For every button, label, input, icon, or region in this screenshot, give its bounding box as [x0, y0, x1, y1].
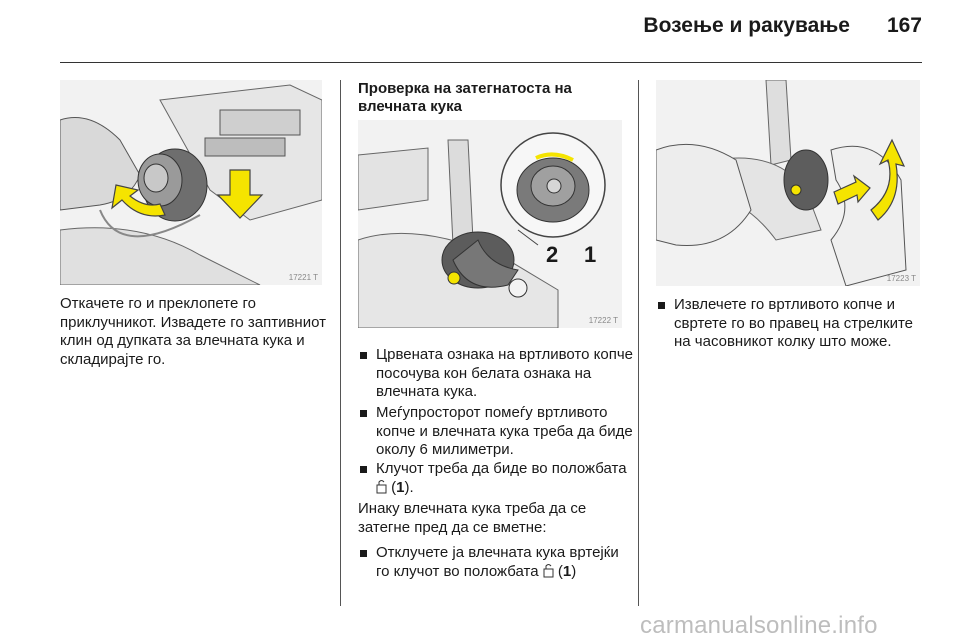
- ref-number: 1: [396, 478, 405, 496]
- bullet-marker: [360, 466, 367, 473]
- header-title: Возење и ракување: [643, 14, 850, 37]
- ref-number: 1: [562, 562, 572, 580]
- illustration-towbar-knob: [358, 120, 622, 328]
- watermark: carmanualsonline.info: [640, 612, 878, 639]
- bullet-text: Меѓупросторот помеѓу вртливото копче и влечната кука треба да биде околу 6 милиметри.: [376, 404, 633, 458]
- left-paragraph: Откачете го и преклопете го приклучникот. Извадете го заптивниот клин од дупката за влечната кука и складирајте го.: [60, 295, 326, 368]
- column-divider-left: [340, 80, 341, 606]
- header-rule: [60, 62, 922, 63]
- bullet-gap: [360, 404, 638, 460]
- figure-check-tension: [358, 120, 622, 328]
- bullet-unlock-text: Отклучете ја влечната кука вртејќи го клучот во положбата: [376, 544, 619, 580]
- key-lock-icon: [543, 563, 554, 578]
- callout-1: 1: [584, 242, 597, 267]
- bullet-key-position: [360, 460, 630, 497]
- illustration-socket: [60, 80, 322, 285]
- bullet-pull-turn: [658, 296, 920, 352]
- bullet-marker: [360, 352, 367, 359]
- illustration-hands-knob: [656, 80, 920, 286]
- figure-unhook-socket: [60, 80, 322, 285]
- bullet-marker: [658, 302, 665, 309]
- figure-pull-knob: [656, 80, 920, 286]
- bullet-text: Отклучете ја влечната кука вртејќи го клучот во положбата (1): [376, 544, 619, 580]
- bullet-red-mark: [360, 346, 635, 402]
- figure-number: 17222 T: [588, 316, 618, 325]
- section-heading: Проверка на затегнатоста на влечната кука: [358, 80, 572, 115]
- middle-paragraph: Инаку влечната кука треба да се затегне пред да се вметне:: [358, 500, 587, 536]
- bullet-marker: [360, 550, 367, 557]
- figure-number: 17221 T: [288, 273, 318, 282]
- callout-2: 2: [546, 242, 559, 267]
- page-number: 167: [886, 14, 922, 37]
- bullet-marker: [360, 410, 367, 417]
- column-divider-right: [638, 80, 639, 606]
- key-lock-icon: [376, 479, 387, 494]
- bullet-text: Клучот треба да биде во положбата (1).: [376, 460, 627, 496]
- bullet-text: Извлечете го вртливото копче и свртете го во правец на стрелките на часовникот колку што може.: [674, 296, 913, 350]
- bullet-key-text: Клучот треба да биде во положбата: [376, 460, 627, 477]
- figure-number: 17223 T: [886, 274, 916, 283]
- bullet-text: Црвената ознака на вртливото копче посочува кон белата ознака на влечната кука.: [376, 346, 633, 400]
- bullet-unlock: [360, 544, 630, 581]
